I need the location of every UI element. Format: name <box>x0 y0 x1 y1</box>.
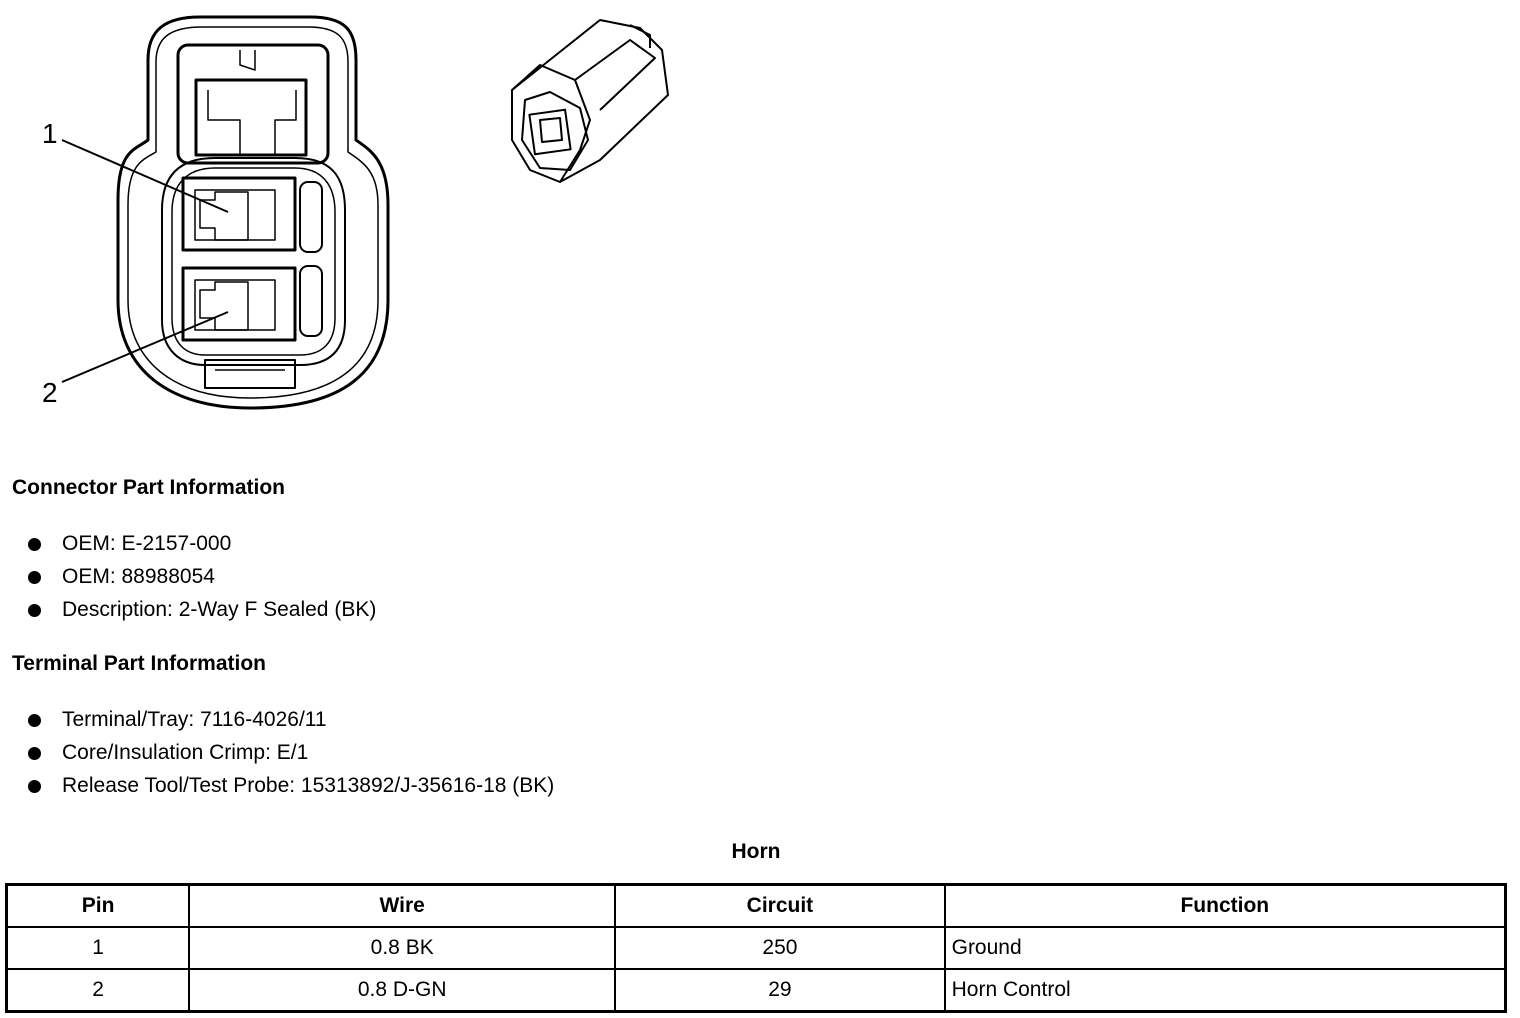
column-header-circuit: Circuit <box>615 885 944 928</box>
connector-info-title: Connector Part Information <box>12 476 286 499</box>
list-item <box>28 736 554 769</box>
cell-function: Horn Control <box>945 969 1506 1012</box>
callout-1-leader <box>62 140 228 212</box>
list-item-text: Release Tool/Test Probe: 15313892/J-35616-18 (BK) <box>62 774 555 797</box>
list-item <box>28 769 554 802</box>
list-item <box>28 560 376 593</box>
list-item-text: Core/Insulation Crimp: E/1 <box>62 741 309 764</box>
cell-pin: 1 <box>7 927 190 969</box>
column-header-wire: Wire <box>189 885 615 928</box>
bullet-icon <box>28 604 41 617</box>
table-row <box>7 969 1506 1012</box>
column-header-pin: Pin <box>7 885 190 928</box>
cell-wire: 0.8 BK <box>189 927 615 969</box>
cell-circuit: 250 <box>615 927 944 969</box>
cell-pin: 2 <box>7 969 190 1012</box>
connector-info-list <box>28 527 376 626</box>
cell-function: Ground <box>945 927 1506 969</box>
terminal-info-list <box>28 703 554 802</box>
bullet-icon <box>28 747 41 760</box>
pin-table <box>5 883 1507 1013</box>
bullet-icon <box>28 780 41 793</box>
column-header-function: Function <box>945 885 1506 928</box>
bullet-icon <box>28 571 41 584</box>
connector-isometric-view <box>512 20 668 182</box>
list-item <box>28 703 554 736</box>
bullet-icon <box>28 714 41 727</box>
callout-2-label: 2 <box>42 377 58 408</box>
connector-figure <box>0 0 720 440</box>
table-header-row <box>7 885 1506 928</box>
cell-wire: 0.8 D-GN <box>189 969 615 1012</box>
table-row <box>7 927 1506 969</box>
list-item-text: Description: 2-Way F Sealed (BK) <box>62 598 377 621</box>
list-item-text: Terminal/Tray: 7116-4026/11 <box>62 708 327 731</box>
list-item <box>28 593 376 626</box>
list-item <box>28 527 376 560</box>
list-item-text: OEM: E-2157-000 <box>62 532 232 555</box>
list-item-text: OEM: 88988054 <box>62 565 215 588</box>
cell-circuit: 29 <box>615 969 944 1012</box>
callout-1-label: 1 <box>42 118 58 149</box>
table-caption: Horn <box>731 840 781 863</box>
terminal-info-title: Terminal Part Information <box>12 652 266 675</box>
bullet-icon <box>28 538 41 551</box>
